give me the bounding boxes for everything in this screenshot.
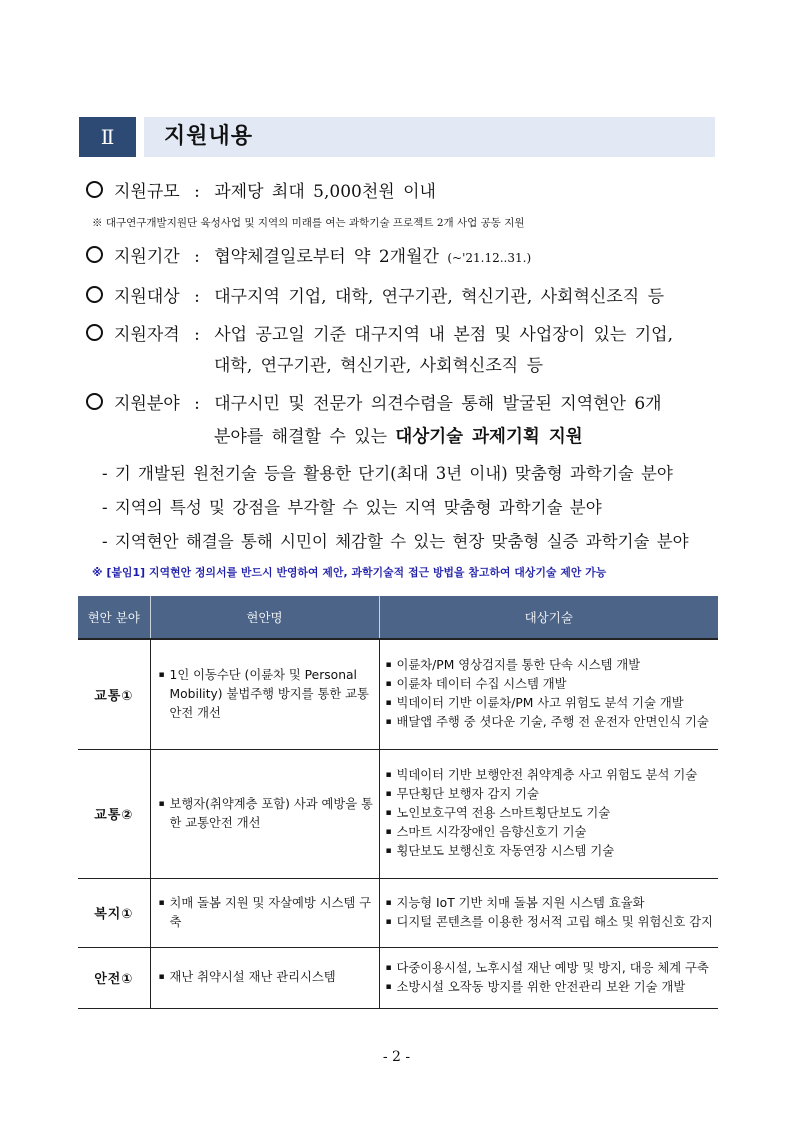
item-field [114, 389, 662, 414]
item-value: 사업 공고일 기준 대구지역 내 본점 및 사업장이 있는 기업, [214, 325, 673, 345]
circle-bullet-icon [86, 324, 103, 341]
tech-item: 빅데이터 기반 이륜차/PM 사고 위험도 분석 기술 개발 [396, 696, 684, 711]
circle-bullet-icon [86, 286, 103, 303]
tech-item: 배달앱 주행 중 셧다운 기술, 주행 전 운전자 안면인식 기술 [396, 715, 709, 730]
item-value: 협약체결일로부터 약 2개월간 [214, 247, 439, 267]
square-bullet-icon: ▪ [385, 660, 392, 671]
tech-item: 스마트 시각장애인 음향신호기 기술 [396, 825, 587, 839]
square-bullet-icon: ▪ [158, 798, 165, 809]
table-row [78, 878, 718, 947]
table-row [78, 947, 718, 1008]
colon: : [194, 247, 200, 267]
circle-bullet-icon [86, 181, 103, 198]
tech-item: 이륜차 데이터 수집 시스템 개발 [396, 677, 567, 692]
section-number: Ⅱ [79, 117, 136, 157]
tech-item: 빅데이터 기반 보행안전 취약계층 사고 위험도 분석 기술 [396, 768, 698, 782]
square-bullet-icon: ▪ [385, 981, 392, 992]
row-category: 복지① [78, 878, 150, 947]
tech-item: 소방시설 오작동 방지를 위한 안전관리 보완 기술 개발 [396, 979, 686, 994]
table-row [78, 749, 718, 878]
issue-text: 재난 취약시설 재난 관리시스템 [169, 970, 336, 984]
tech-item: 무단횡단 보행자 감지 기술 [396, 787, 539, 801]
tech-item: 지능형 IoT 기반 치매 돌봄 지원 시스템 효율화 [396, 895, 645, 910]
square-bullet-icon: ▪ [158, 897, 165, 908]
row-category: 교통② [78, 749, 150, 878]
page-number: - 2 - [382, 1049, 411, 1065]
field-text: 분야를 해결할 수 있는 [214, 427, 388, 447]
row-techs [379, 639, 718, 749]
row-techs [379, 947, 718, 1008]
issue-text: 1인 이동수단 (이륜차 및 Personal Mobility) 불법주행 방지를 통한 교통안전 개선 [169, 667, 369, 720]
period-range: (~'21.12..31.) [447, 251, 532, 265]
square-bullet-icon: ▪ [385, 916, 392, 927]
colon: : [194, 325, 200, 345]
item-qualification [114, 320, 673, 345]
colon: : [194, 394, 200, 414]
issue-text: 보행자(취약계층 포함) 사과 예방을 통한 교통안전 개선 [169, 796, 373, 830]
square-bullet-icon: ▪ [385, 962, 392, 973]
square-bullet-icon: ▪ [385, 679, 392, 690]
row-category: 교통① [78, 639, 150, 749]
tech-item: 디지털 콘텐츠를 이용한 정서적 고립 해소 및 위험신호 감지 [396, 914, 713, 929]
field-highlight: 대상기술 과제기획 지원 [395, 427, 583, 447]
tech-item: 횡단보도 보행신호 자동연장 시스템 기술 [396, 844, 615, 858]
square-bullet-icon: ▪ [385, 717, 392, 728]
circle-bullet-icon [86, 393, 103, 410]
item-period [114, 242, 531, 267]
item-value: 대구시민 및 전문가 의견수렴을 통해 발굴된 지역현안 6개 [214, 394, 662, 414]
square-bullet-icon: ▪ [158, 669, 165, 680]
tech-item: 이륜차/PM 영상검지를 통한 단속 시스템 개발 [396, 658, 641, 673]
issue-text: 치매 돌봄 지원 및 자살예방 시스템 구축 [169, 895, 372, 929]
square-bullet-icon: ▪ [385, 789, 392, 799]
header-issue: 현안명 [150, 596, 379, 639]
row-issue [150, 749, 379, 878]
section-title: 지원내용 [164, 124, 254, 149]
square-bullet-icon: ▪ [385, 808, 392, 818]
dash-item: - 지역의 특성 및 강점을 부각할 수 있는 지역 맞춤형 과학기술 분야 [102, 498, 602, 517]
square-bullet-icon: ▪ [385, 827, 392, 837]
item-label: 지원분야 [114, 394, 180, 414]
item-label: 지원기간 [114, 247, 180, 267]
colon: : [194, 182, 200, 202]
square-bullet-icon: ▪ [385, 770, 392, 780]
field-line-2 [214, 422, 583, 448]
square-bullet-icon: ▪ [385, 698, 392, 709]
item-target [114, 282, 664, 307]
item-value: 대구지역 기업, 대학, 연구기관, 혁신기관, 사회혁신조직 등 [214, 287, 664, 307]
square-bullet-icon: ▪ [158, 972, 165, 982]
dash-item: - 기 개발된 원천기술 등을 활용한 단기(최대 3년 이내) 맞춤형 과학기술 분야 [102, 464, 673, 483]
item-label: 지원규모 [114, 182, 180, 202]
section-title-box [144, 117, 715, 157]
row-techs [379, 878, 718, 947]
item-scale [114, 177, 436, 202]
tech-item: 다중이용시설, 노후시설 재난 예방 및 방지, 대응 체계 구축 [396, 960, 709, 975]
row-techs [379, 749, 718, 878]
section-header [79, 117, 715, 157]
item-value: 과제당 최대 5,000천원 이내 [214, 182, 436, 202]
row-issue [150, 947, 379, 1008]
item-label: 지원자격 [114, 325, 180, 345]
row-issue [150, 878, 379, 947]
header-tech: 대상기술 [379, 596, 718, 639]
header-category: 현안 분야 [78, 596, 150, 639]
attachment-note: ※ [붙임1] 지역현안 정의서를 반드시 반영하여 제안, 과학기술적 접근 방법을 참고하여 대상기술 제안 가능 [92, 566, 607, 579]
circle-bullet-icon [86, 246, 103, 263]
row-category: 안전① [78, 947, 150, 1008]
square-bullet-icon: ▪ [385, 846, 392, 856]
square-bullet-icon: ▪ [385, 897, 392, 908]
tech-item: 노인보호구역 전용 스마트횡단보도 기술 [396, 806, 611, 820]
row-issue [150, 639, 379, 749]
item-label: 지원대상 [114, 287, 180, 307]
dash-item: - 지역현안 해결을 통해 시민이 체감할 수 있는 현장 맞춤형 실증 과학기술 분야 [102, 532, 689, 551]
colon: : [194, 287, 200, 307]
scale-note: ※ 대구연구개발지원단 육성사업 및 지역의 미래를 여는 과학기술 프로젝트 2개 사업 공동 지원 [92, 217, 525, 229]
table-row [78, 639, 718, 749]
table-header-row [78, 596, 718, 639]
qualification-line-2: 대학, 연구기관, 혁신기관, 사회혁신조직 등 [214, 356, 544, 376]
issue-table [78, 596, 718, 1009]
